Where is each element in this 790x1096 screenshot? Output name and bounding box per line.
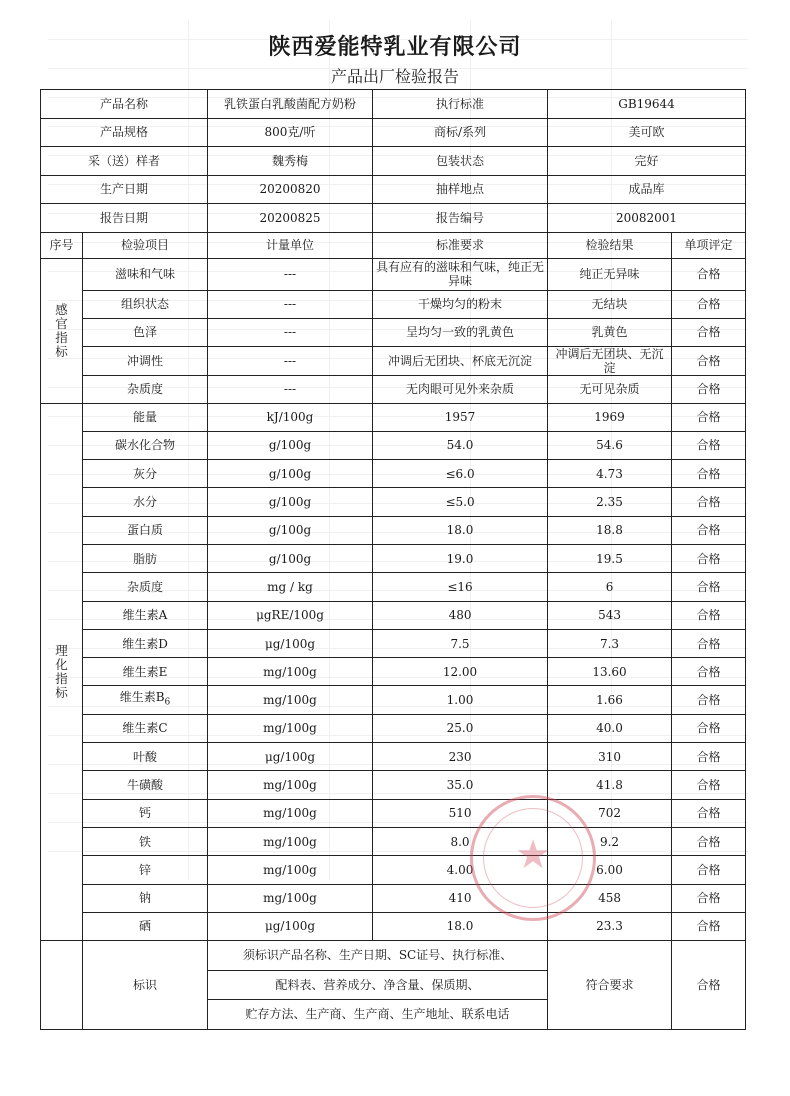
sensory-category-label: 感官指标 bbox=[55, 301, 68, 359]
physchem-verdict: 合格 bbox=[672, 629, 746, 657]
physchem-req: 25.0 bbox=[373, 714, 548, 742]
physchem-result: 40.0 bbox=[548, 714, 672, 742]
physchem-req: 19.0 bbox=[373, 544, 548, 572]
package-label: 包装状态 bbox=[373, 147, 548, 176]
physchem-row bbox=[41, 771, 746, 799]
physchem-req: ≤5.0 bbox=[373, 488, 548, 516]
physchem-verdict: 合格 bbox=[672, 573, 746, 601]
physchem-req: 1.00 bbox=[373, 686, 548, 714]
sensory-category bbox=[41, 258, 83, 403]
physchem-unit: g/100g bbox=[208, 488, 373, 516]
physchem-item-subscript: 6 bbox=[164, 697, 171, 708]
physchem-unit: mg/100g bbox=[208, 771, 373, 799]
physchem-req: 54.0 bbox=[373, 431, 548, 459]
physchem-unit: mg/100g bbox=[208, 658, 373, 686]
physchem-req: 510 bbox=[373, 799, 548, 827]
labeling-row bbox=[41, 941, 746, 971]
physchem-item: 能量 bbox=[83, 403, 208, 431]
sensory-req: 呈均匀一致的乳黄色 bbox=[373, 318, 548, 346]
sensory-result: 无可见杂质 bbox=[548, 375, 672, 403]
physchem-row bbox=[41, 544, 746, 572]
physchem-req: 8.0 bbox=[373, 827, 548, 855]
sensory-item: 色泽 bbox=[83, 318, 208, 346]
package-value: 完好 bbox=[548, 147, 746, 176]
physchem-row bbox=[41, 799, 746, 827]
brand-label: 商标/系列 bbox=[373, 118, 548, 147]
physchem-item: 牛磺酸 bbox=[83, 771, 208, 799]
physchem-item: 铁 bbox=[83, 827, 208, 855]
physchem-result: 2.35 bbox=[548, 488, 672, 516]
physchem-verdict: 合格 bbox=[672, 884, 746, 912]
col-header-item: 检验项目 bbox=[83, 232, 208, 258]
physchem-req: ≤16 bbox=[373, 573, 548, 601]
physchem-verdict: 合格 bbox=[672, 488, 746, 516]
location-label: 抽样地点 bbox=[373, 175, 548, 204]
physchem-unit: mg/100g bbox=[208, 884, 373, 912]
col-header-result: 检验结果 bbox=[548, 232, 672, 258]
physchem-result: 7.3 bbox=[548, 629, 672, 657]
sensory-result: 无结块 bbox=[548, 290, 672, 318]
seal-star-icon: ★ bbox=[515, 832, 551, 878]
physchem-req: 18.0 bbox=[373, 912, 548, 940]
physchem-verdict: 合格 bbox=[672, 544, 746, 572]
physchem-item: 灰分 bbox=[83, 460, 208, 488]
report-date-label: 报告日期 bbox=[41, 204, 208, 233]
physchem-row bbox=[41, 573, 746, 601]
physchem-row bbox=[41, 629, 746, 657]
physchem-verdict: 合格 bbox=[672, 743, 746, 771]
physchem-req: 410 bbox=[373, 884, 548, 912]
physchem-row bbox=[41, 884, 746, 912]
physchem-unit: g/100g bbox=[208, 516, 373, 544]
physchem-verdict: 合格 bbox=[672, 601, 746, 629]
sensory-item: 冲调性 bbox=[83, 346, 208, 375]
sensory-item: 滋味和气味 bbox=[83, 258, 208, 290]
physchem-row bbox=[41, 714, 746, 742]
physchem-req: 12.00 bbox=[373, 658, 548, 686]
physchem-unit: g/100g bbox=[208, 460, 373, 488]
sensory-unit: --- bbox=[208, 375, 373, 403]
physchem-verdict: 合格 bbox=[672, 403, 746, 431]
physchem-result: 458 bbox=[548, 884, 672, 912]
physchem-verdict: 合格 bbox=[672, 714, 746, 742]
labeling-req-line: 配料表、营养成分、净含量、保质期、 bbox=[208, 970, 548, 1000]
physchem-row bbox=[41, 403, 746, 431]
sampler-value: 魏秀梅 bbox=[208, 147, 373, 176]
spec-label: 产品规格 bbox=[41, 118, 208, 147]
sensory-unit: --- bbox=[208, 290, 373, 318]
sensory-item: 组织状态 bbox=[83, 290, 208, 318]
physchem-req: 18.0 bbox=[373, 516, 548, 544]
physchem-result: 310 bbox=[548, 743, 672, 771]
physchem-verdict: 合格 bbox=[672, 686, 746, 714]
physchem-row bbox=[41, 743, 746, 771]
physchem-row bbox=[41, 431, 746, 459]
physchem-row bbox=[41, 488, 746, 516]
physchem-unit: kJ/100g bbox=[208, 403, 373, 431]
physchem-row bbox=[41, 601, 746, 629]
physchem-item: 维生素D bbox=[83, 629, 208, 657]
sensory-row bbox=[41, 318, 746, 346]
physchem-result: 54.6 bbox=[548, 431, 672, 459]
physchem-item: 硒 bbox=[83, 912, 208, 940]
physchem-category-label: 理化指标 bbox=[55, 642, 68, 700]
sensory-req: 冲调后无团块、杯底无沉淀 bbox=[373, 346, 548, 375]
physchem-unit: μgRE/100g bbox=[208, 601, 373, 629]
labeling-req-line: 须标识产品名称、生产日期、SC证号、执行标准、 bbox=[208, 941, 548, 971]
sensory-verdict: 合格 bbox=[672, 318, 746, 346]
sensory-unit: --- bbox=[208, 346, 373, 375]
physchem-unit: mg/100g bbox=[208, 827, 373, 855]
info-row-product bbox=[41, 90, 746, 119]
standard-label: 执行标准 bbox=[373, 90, 548, 119]
physchem-item: 碳水化合物 bbox=[83, 431, 208, 459]
physchem-item: 脂肪 bbox=[83, 544, 208, 572]
physchem-unit: mg / kg bbox=[208, 573, 373, 601]
physchem-unit: μg/100g bbox=[208, 912, 373, 940]
physchem-unit: mg/100g bbox=[208, 856, 373, 884]
physchem-result: 9.2 bbox=[548, 827, 672, 855]
brand-value: 美可欧 bbox=[548, 118, 746, 147]
col-header-req: 标准要求 bbox=[373, 232, 548, 258]
physchem-item-text: 维生素B bbox=[119, 690, 165, 705]
physchem-verdict: 合格 bbox=[672, 912, 746, 940]
sensory-result: 纯正无异味 bbox=[548, 258, 672, 290]
physchem-req: 230 bbox=[373, 743, 548, 771]
physchem-verdict: 合格 bbox=[672, 856, 746, 884]
physchem-category bbox=[41, 403, 83, 941]
prod-date-label: 生产日期 bbox=[41, 175, 208, 204]
physchem-req: 1957 bbox=[373, 403, 548, 431]
info-row-sampler bbox=[41, 147, 746, 176]
report-date-value: 20200825 bbox=[208, 204, 373, 233]
physchem-row bbox=[41, 658, 746, 686]
physchem-result: 41.8 bbox=[548, 771, 672, 799]
physchem-verdict: 合格 bbox=[672, 658, 746, 686]
physchem-unit: g/100g bbox=[208, 544, 373, 572]
physchem-result: 18.8 bbox=[548, 516, 672, 544]
physchem-req: 7.5 bbox=[373, 629, 548, 657]
inspection-table bbox=[40, 89, 746, 1030]
sampler-label: 采（送）样者 bbox=[41, 147, 208, 176]
sensory-verdict: 合格 bbox=[672, 290, 746, 318]
column-header-row bbox=[41, 232, 746, 258]
physchem-row bbox=[41, 686, 746, 714]
col-header-verdict: 单项评定 bbox=[672, 232, 746, 258]
physchem-result: 23.3 bbox=[548, 912, 672, 940]
physchem-req: ≤6.0 bbox=[373, 460, 548, 488]
product-name-value: 乳铁蛋白乳酸菌配方奶粉 bbox=[208, 90, 373, 119]
physchem-verdict: 合格 bbox=[672, 516, 746, 544]
labeling-verdict: 合格 bbox=[672, 941, 746, 1030]
sensory-item: 杂质度 bbox=[83, 375, 208, 403]
physchem-unit: mg/100g bbox=[208, 686, 373, 714]
physchem-item: 叶酸 bbox=[83, 743, 208, 771]
physchem-item: 锌 bbox=[83, 856, 208, 884]
physchem-item: 钠 bbox=[83, 884, 208, 912]
physchem-row bbox=[41, 516, 746, 544]
report-title: 产品出厂检验报告 bbox=[330, 67, 459, 86]
labeling-result: 符合要求 bbox=[548, 941, 672, 1030]
physchem-item: 水分 bbox=[83, 488, 208, 516]
physchem-row bbox=[41, 460, 746, 488]
company-name: 陕西爱能特乳业有限公司 bbox=[268, 35, 522, 60]
standard-value: GB19644 bbox=[548, 90, 746, 119]
physchem-item: 蛋白质 bbox=[83, 516, 208, 544]
physchem-verdict: 合格 bbox=[672, 799, 746, 827]
physchem-item: 维生素C bbox=[83, 714, 208, 742]
info-row-report-date bbox=[41, 204, 746, 233]
physchem-req: 4.00 bbox=[373, 856, 548, 884]
physchem-unit: mg/100g bbox=[208, 799, 373, 827]
physchem-result: 543 bbox=[548, 601, 672, 629]
physchem-item: 钙 bbox=[83, 799, 208, 827]
sensory-result: 冲调后无团块、无沉淀 bbox=[548, 346, 672, 375]
report-no-value: 20082001 bbox=[548, 204, 746, 233]
physchem-req: 480 bbox=[373, 601, 548, 629]
sensory-verdict: 合格 bbox=[672, 258, 746, 290]
sensory-verdict: 合格 bbox=[672, 375, 746, 403]
physchem-verdict: 合格 bbox=[672, 460, 746, 488]
info-row-prod-date bbox=[41, 175, 746, 204]
physchem-item: 维生素A bbox=[83, 601, 208, 629]
labeling-item: 标识 bbox=[83, 941, 208, 1030]
physchem-result: 702 bbox=[548, 799, 672, 827]
physchem-row bbox=[41, 912, 746, 940]
physchem-unit: μg/100g bbox=[208, 743, 373, 771]
physchem-result: 6 bbox=[548, 573, 672, 601]
physchem-result: 1969 bbox=[548, 403, 672, 431]
physchem-req: 35.0 bbox=[373, 771, 548, 799]
physchem-unit: mg/100g bbox=[208, 714, 373, 742]
physchem-unit: g/100g bbox=[208, 431, 373, 459]
sensory-unit: --- bbox=[208, 258, 373, 290]
sensory-row bbox=[41, 290, 746, 318]
physchem-unit: μg/100g bbox=[208, 629, 373, 657]
report-no-label: 报告编号 bbox=[373, 204, 548, 233]
physchem-item: 维生素E bbox=[83, 658, 208, 686]
physchem-result: 6.00 bbox=[548, 856, 672, 884]
physchem-result: 1.66 bbox=[548, 686, 672, 714]
physchem-row bbox=[41, 856, 746, 884]
labeling-no-cell bbox=[41, 941, 83, 1030]
physchem-item bbox=[83, 686, 208, 714]
physchem-verdict: 合格 bbox=[672, 771, 746, 799]
sensory-verdict: 合格 bbox=[672, 346, 746, 375]
labeling-req-line: 贮存方法、生产商、生产商、生产地址、联系电话 bbox=[208, 1000, 548, 1030]
physchem-result: 19.5 bbox=[548, 544, 672, 572]
physchem-item: 杂质度 bbox=[83, 573, 208, 601]
col-header-unit: 计量单位 bbox=[208, 232, 373, 258]
sensory-result: 乳黄色 bbox=[548, 318, 672, 346]
sensory-req: 具有应有的滋味和气味，纯正无异味 bbox=[373, 258, 548, 290]
sensory-row bbox=[41, 346, 746, 375]
sensory-unit: --- bbox=[208, 318, 373, 346]
spec-value: 800克/听 bbox=[208, 118, 373, 147]
info-row-spec bbox=[41, 118, 746, 147]
physchem-verdict: 合格 bbox=[672, 431, 746, 459]
sensory-req: 干燥均匀的粉末 bbox=[373, 290, 548, 318]
sensory-row bbox=[41, 258, 746, 290]
sensory-row bbox=[41, 375, 746, 403]
physchem-result: 4.73 bbox=[548, 460, 672, 488]
location-value: 成品库 bbox=[548, 175, 746, 204]
physchem-row bbox=[41, 827, 746, 855]
physchem-result: 13.60 bbox=[548, 658, 672, 686]
physchem-verdict: 合格 bbox=[672, 827, 746, 855]
sensory-req: 无肉眼可见外来杂质 bbox=[373, 375, 548, 403]
col-header-no: 序号 bbox=[41, 232, 83, 258]
prod-date-value: 20200820 bbox=[208, 175, 373, 204]
product-name-label: 产品名称 bbox=[41, 90, 208, 119]
